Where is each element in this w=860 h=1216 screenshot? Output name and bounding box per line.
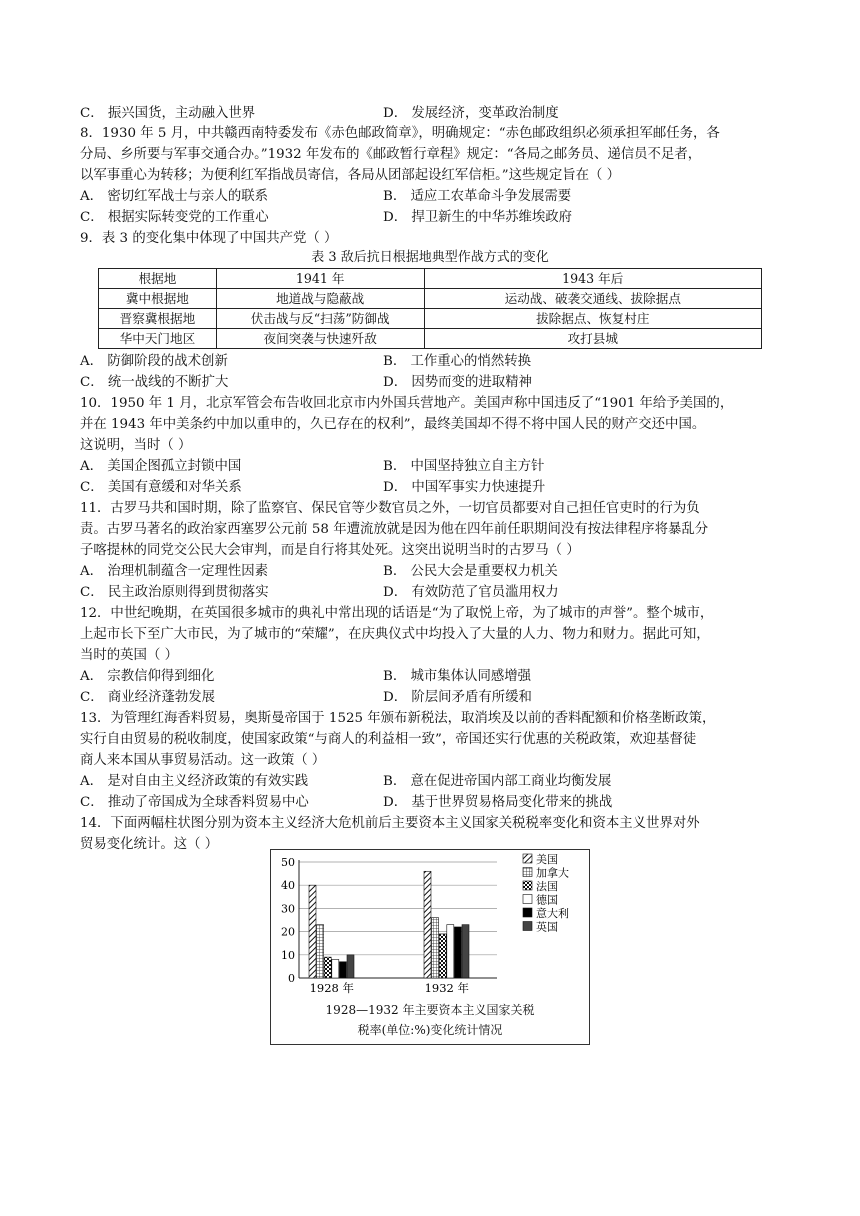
q8-stem-line-3: 以军事重心为转移；为便利红军指战员寄信，各局从团部起设红军信柜。”这些规定旨在（ ） (80, 168, 621, 183)
q13-option-a: A． 是对自由主义经济政策的有效实践 (80, 774, 309, 789)
table-row (99, 289, 762, 309)
q10-option-b: B． 中国坚持独立自主方针 (383, 459, 545, 474)
bar (324, 957, 331, 978)
q10-stem-line-1: 10．1950 年 1 月，北京军管会布告收回北京市内外国兵营地产。美国声称中国违反了“1901 年给予美国的， (80, 396, 734, 411)
q11-option-b: B． 公民大会是重要权力机关 (383, 564, 558, 579)
q13-option-d: D． 基于世界贸易格局变化带来的挑战 (383, 795, 613, 810)
table-header-cell: 根据地 (99, 269, 217, 289)
legend-label: 德国 (536, 893, 558, 907)
bar (317, 925, 324, 978)
q11-stem-line-1: 11．古罗马共和国时期，除了监察官、保民官等少数官员之外，一切官员都要对自己担任官吏时的行为负 (80, 501, 700, 516)
table-header-cell: 1943 年后 (424, 269, 762, 289)
table-row (99, 329, 762, 349)
bar (347, 955, 354, 978)
q9-stem: 9．表 3 的变化集中体现了中国共产党（ ） (80, 231, 338, 246)
q14-stem-line-2: 贸易变化统计。这（ ） (80, 837, 219, 852)
q12-stem-line-1: 12．中世纪晚期，在英国很多城市的典礼中常出现的话语是“为了取悦上帝，为了城市的声誉”。整个城市， (80, 606, 714, 621)
q7-option-d: D． 发展经济，变革政治制度 (383, 106, 559, 121)
bar (339, 962, 346, 978)
q13-option-b: B． 意在促进帝国内部工商业均衡发展 (383, 774, 612, 789)
y-tick-label: 10 (281, 948, 295, 962)
q8-stem-line-2: 分局、乡所要与军事交通合办。”1932 年发布的《邮政暂行章程》规定：“各局之邮务员、递信员不足者， (80, 147, 702, 162)
q11-stem-line-2: 责。古罗马著名的政治家西塞罗公元前 58 年遭流放就是因为他在四年前任职期间没有按法律程序将暴乱分 (80, 522, 709, 537)
q9-option-d: D． 因势而变的进取精神 (383, 375, 532, 390)
bar (432, 918, 439, 978)
bar (309, 885, 316, 978)
legend-label: 意大利 (536, 907, 569, 920)
legend-label: 美国 (536, 853, 558, 866)
table-cell: 拔除据点、恢复村庄 (424, 309, 762, 329)
q13-stem-line-1: 13．为管理红海香料贸易，奥斯曼帝国于 1525 年颁布新税法，取消埃及以前的香料配额和价格垄断政策， (80, 711, 716, 726)
legend-label: 英国 (536, 920, 558, 934)
legend-label: 法国 (536, 880, 558, 893)
q12-option-c: C． 商业经济蓬勃发展 (80, 690, 216, 705)
q10-stem-line-3: 这说明，当时（ ） (80, 438, 192, 453)
legend-swatch (523, 922, 532, 931)
bar (439, 934, 446, 978)
legend-swatch (523, 908, 532, 917)
q7-option-c: C． 振兴国货，主动融入世界 (80, 106, 256, 121)
q12-stem-line-3: 当时的英国（ ） (80, 648, 178, 663)
q11-stem-line-3: 子喀提林的同党交公民大会审判，而是自行将其处死。这突出说明当时的古罗马（ ） (80, 543, 580, 558)
table-cell: 夜间突袭与快速歼敌 (216, 329, 424, 349)
table-row (99, 309, 762, 329)
y-tick-label: 30 (281, 902, 295, 916)
legend-swatch (523, 895, 532, 904)
bar (332, 959, 339, 978)
q14-stem-line-1: 14．下面两幅柱状图分别为资本主义经济大危机前后主要资本主义国家关税税率变化和资本主义世界对外 (80, 816, 700, 831)
y-tick-label: 0 (288, 972, 295, 985)
q10-option-d: D． 中国军事实力快速提升 (383, 480, 546, 495)
q13-stem-line-2: 实行自由贸易的税收制度，使国家政策“与商人的利益相一致”，帝国还实行优惠的关税政策，欢迎基督徒 (80, 732, 697, 747)
x-category-label: 1928 年 (309, 981, 355, 995)
table-cell: 晋察冀根据地 (99, 309, 217, 329)
bar (447, 925, 454, 978)
tariff-bar-chart (271, 850, 589, 1000)
q10-option-c: C． 美国有意缓和对华关系 (80, 480, 242, 495)
y-tick-label: 20 (281, 925, 295, 939)
q8-option-c: C． 根据实际转变党的工作重心 (80, 210, 269, 225)
tariff-chart-figure (270, 849, 590, 1045)
legend-swatch (523, 854, 532, 863)
q10-option-a: A． 美国企图孤立封锁中国 (80, 459, 242, 474)
q10-stem-line-2: 并在 1943 年中美条约中加以重申的，久已存在的权利”，最终美国却不得不将中国人民的财产交还中国。 (80, 417, 706, 432)
q12-stem-line-2: 上起市长下至广大市民，为了城市的“荣耀”，在庆典仪式中均投入了大量的人力、物力和财力。据此可知， (80, 627, 710, 642)
q8-stem-line-1: 8．1930 年 5 月，中共赣西南特委发布《赤色邮政简章》，明确规定：“赤色邮政组织必须承担军邮任务，各 (80, 126, 720, 141)
bar (424, 871, 431, 978)
chart-caption-line-1: 1928—1932 年主要资本主义国家关税 (325, 1003, 535, 1017)
table-cell: 运动战、破袭交通线、拔除据点 (424, 289, 762, 309)
q13-option-c: C． 推动了帝国成为全球香料贸易中心 (80, 795, 309, 810)
table-cell: 攻打县城 (424, 329, 762, 349)
table-cell: 冀中根据地 (99, 289, 217, 309)
q11-option-c: C． 民主政治原则得到贯彻落实 (80, 585, 269, 600)
q11-option-a: A． 治理机制蕴含一定理性因素 (80, 564, 269, 579)
legend-label: 加拿大 (536, 866, 569, 880)
q9-option-a: A． 防御阶段的战术创新 (80, 354, 228, 369)
bar (462, 925, 469, 978)
q8-option-b: B． 适应工农革命斗争发展需要 (383, 189, 572, 204)
q12-option-b: B． 城市集体认同感增强 (383, 669, 532, 684)
q8-option-d: D． 捍卫新生的中华苏维埃政府 (383, 210, 573, 225)
q11-option-d: D． 有效防范了官员滥用权力 (383, 585, 559, 600)
table-cell: 伏击战与反“扫荡”防御战 (216, 309, 424, 329)
q13-stem-line-3: 商人来本国从事贸易活动。这一政策（ ） (80, 753, 326, 768)
table-header-cell: 1941 年 (216, 269, 424, 289)
q8-option-a: A． 密切红军战士与亲人的联系 (80, 189, 269, 204)
q12-option-a: A． 宗教信仰得到细化 (80, 669, 215, 684)
table-cell: 地道战与隐蔽战 (216, 289, 424, 309)
chart-caption-line-2: 税率(单位:%)变化统计情况 (357, 1023, 503, 1037)
q12-option-d: D． 阶层间矛盾有所缓和 (383, 690, 532, 705)
table-header-row (99, 269, 762, 289)
table-caption: 表 3 敌后抗日根据地典型作战方式的变化 (311, 250, 549, 265)
y-tick-label: 50 (281, 856, 295, 869)
legend-swatch (523, 881, 532, 890)
y-tick-label: 40 (281, 879, 295, 893)
bar (454, 927, 461, 978)
legend-swatch (523, 868, 532, 877)
table-cell: 华中天门地区 (99, 329, 217, 349)
q9-option-b: B． 工作重心的悄然转换 (383, 354, 532, 369)
q9-option-c: C． 统一战线的不断扩大 (80, 375, 229, 390)
x-category-label: 1932 年 (424, 981, 470, 995)
battle-methods-table (98, 268, 762, 349)
